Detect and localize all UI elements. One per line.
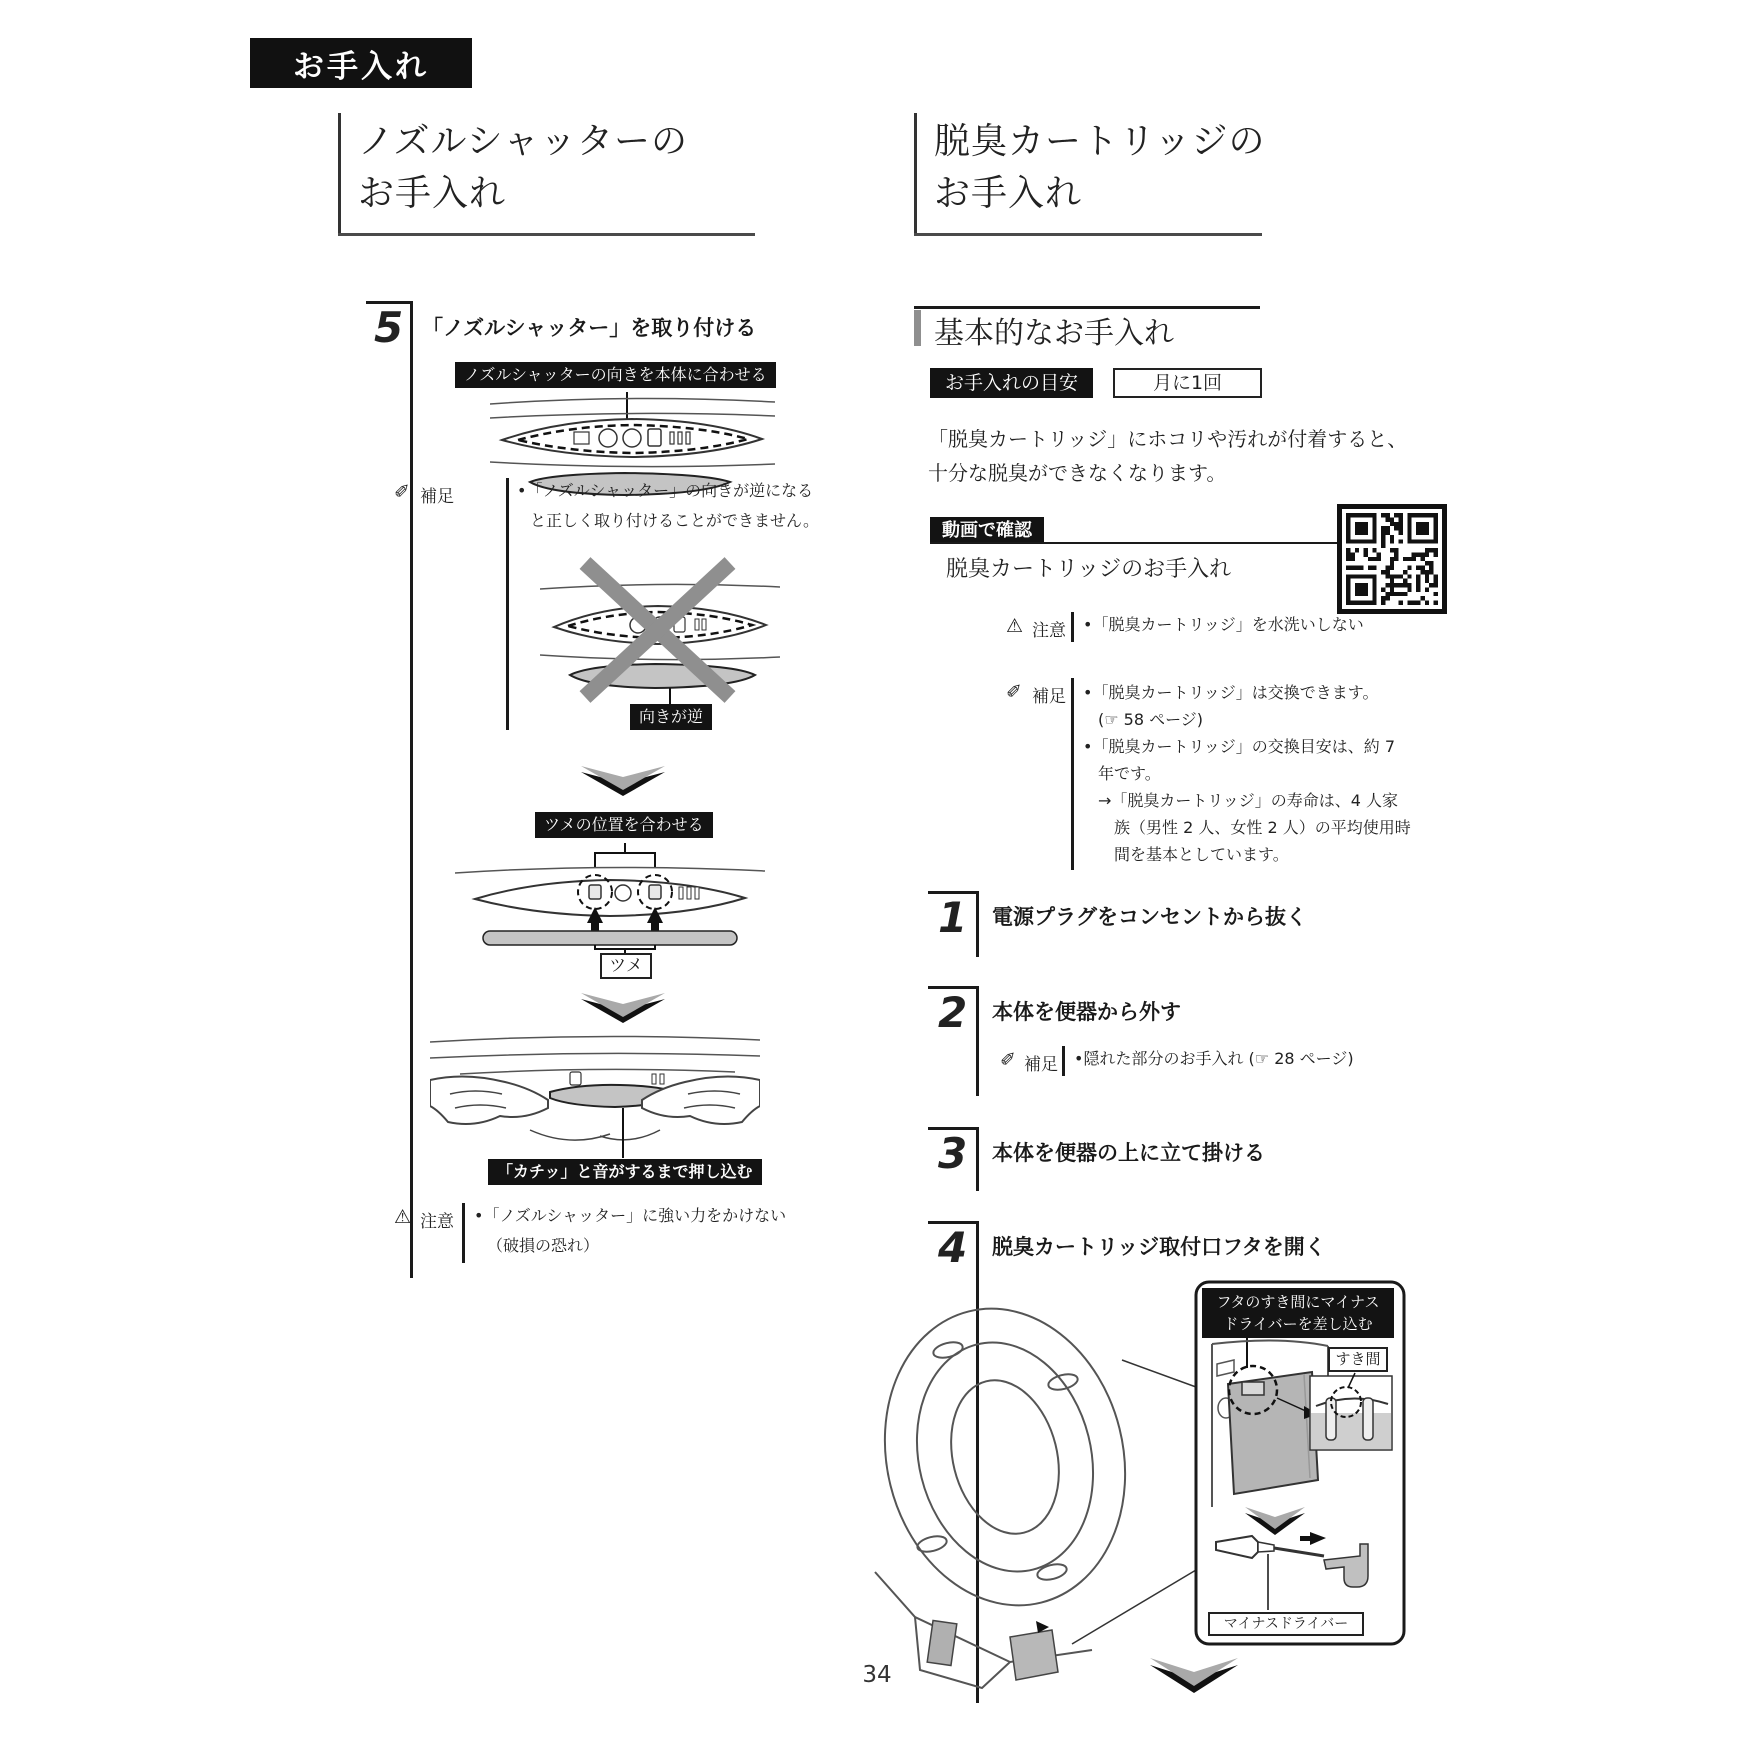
hosoku-line: 間を基本としています。 bbox=[1114, 845, 1289, 864]
down-arrow-icon bbox=[578, 991, 668, 1025]
left-heading-line1: ノズルシャッターの bbox=[358, 121, 688, 162]
right-heading-line1: 脱臭カートリッジの bbox=[934, 121, 1266, 162]
callout-line1: フタのすき間にマイナス bbox=[1216, 1293, 1380, 1311]
hosoku-line: →「脱臭カートリッジ」の寿命は、4 人家 bbox=[1098, 791, 1399, 810]
insert-driver-callout bbox=[1202, 1288, 1394, 1338]
hosoku-bar bbox=[506, 478, 509, 730]
pencil-icon: ✐ bbox=[1006, 681, 1022, 703]
step5-number: 5 bbox=[374, 303, 404, 352]
open-cartridge-cover-illustration bbox=[860, 1272, 1420, 1712]
push-shutter-hands-illustration bbox=[430, 1028, 760, 1158]
section-title: 基本的なお手入れ bbox=[934, 316, 1174, 351]
step4-number: 4 bbox=[938, 1223, 968, 1272]
hosoku-label: 補足 bbox=[1032, 687, 1066, 707]
claw-align-label: ツメの位置を合わせる bbox=[535, 812, 713, 838]
callout-line2: ドライバーを差し込む bbox=[1223, 1315, 1373, 1333]
step1-number: 1 bbox=[938, 893, 968, 942]
step3-title: 本体を便器の上に立て掛ける bbox=[992, 1141, 1265, 1165]
reverse-direction-label: 向きが逆 bbox=[630, 704, 712, 730]
qr-code bbox=[1337, 504, 1447, 614]
chui-bar bbox=[1071, 612, 1074, 642]
section-bar bbox=[914, 310, 921, 346]
step1-title: 電源プラグをコンセントから抜く bbox=[992, 905, 1307, 929]
push-until-click-label: 「カチッ」と音がするまで押し込む bbox=[488, 1159, 762, 1185]
gap-label: すき間 bbox=[1328, 1347, 1388, 1372]
hosoku-line: •「脱臭カートリッジ」は交換できます。 bbox=[1083, 683, 1379, 702]
step1-rule bbox=[976, 891, 979, 957]
right-heading-bar bbox=[914, 113, 917, 235]
align-direction-label: ノズルシャッターの向きを本体に合わせる bbox=[455, 362, 776, 388]
warning-icon: ⚠ bbox=[1006, 615, 1024, 637]
claw-position-illustration bbox=[455, 843, 765, 953]
hosoku-line: •「脱臭カートリッジ」の交換目安は、約 7 bbox=[1083, 737, 1396, 756]
chui-text: •「脱臭カートリッジ」を水洗いしない bbox=[1083, 615, 1364, 634]
hosoku-text-line2: と正しく取り付けることができません。 bbox=[530, 511, 819, 530]
warning-icon: ⚠ bbox=[394, 1206, 412, 1228]
step2-note-bar bbox=[1062, 1046, 1065, 1076]
nozzle-shutter-wrong-illustration bbox=[540, 555, 780, 705]
step2-number: 2 bbox=[938, 988, 968, 1037]
hosoku-line: 年です。 bbox=[1098, 764, 1161, 783]
step2-note-text: •隠れた部分のお手入れ (☞ 28 ページ) bbox=[1074, 1049, 1354, 1068]
left-heading-line2: お手入れ bbox=[358, 173, 507, 214]
step2-title: 本体を便器から外す bbox=[992, 1000, 1181, 1024]
step3-number: 3 bbox=[938, 1129, 968, 1178]
hosoku-label: 補足 bbox=[420, 487, 454, 507]
care-frequency-value: 月に1回 bbox=[1113, 368, 1262, 398]
section-tag: お手入れ bbox=[250, 38, 472, 88]
down-arrow-icon bbox=[1146, 1656, 1242, 1696]
hosoku-line: 族（男性 2 人、女性 2 人）の平均使用時 bbox=[1114, 818, 1411, 837]
pencil-icon: ✐ bbox=[1000, 1049, 1016, 1071]
chui-text-line2: （破損の恐れ） bbox=[487, 1236, 600, 1255]
page-number: 34 bbox=[862, 1662, 892, 1688]
down-arrow-icon bbox=[578, 764, 668, 798]
hosoku-text-block bbox=[1083, 679, 1411, 868]
video-caption: 脱臭カートリッジのお手入れ bbox=[946, 557, 1232, 582]
chui-label: 注意 bbox=[420, 1212, 454, 1232]
right-heading-line2: お手入れ bbox=[934, 173, 1083, 214]
step3-rule bbox=[976, 1127, 979, 1191]
pencil-icon: ✐ bbox=[394, 481, 410, 503]
hosoku-bar bbox=[1071, 678, 1074, 870]
flathead-screwdriver-label: マイナスドライバー bbox=[1208, 1612, 1364, 1636]
step4-title: 脱臭カートリッジ取付口フタを開く bbox=[992, 1235, 1326, 1259]
video-check-label: 動画で確認 bbox=[930, 517, 1044, 544]
care-guide-label: お手入れの目安 bbox=[930, 368, 1093, 398]
hosoku-line: (☞ 58 ページ) bbox=[1098, 710, 1204, 729]
chui-text-line1: •「ノズルシャッター」に強い力をかけない bbox=[474, 1206, 787, 1225]
step5-title: 「ノズルシャッター」を取り付ける bbox=[422, 316, 757, 340]
intro-line2: 十分な脱臭ができなくなります。 bbox=[928, 461, 1227, 485]
intro-line1: 「脱臭カートリッジ」にホコリや汚れが付着すると、 bbox=[928, 427, 1408, 451]
right-heading-underline bbox=[914, 233, 1262, 236]
claw-label: ツメ bbox=[600, 953, 652, 979]
chui-bar bbox=[462, 1203, 465, 1263]
left-heading-underline bbox=[338, 233, 755, 236]
step5-rule bbox=[410, 301, 413, 1278]
video-check-line bbox=[930, 542, 1337, 544]
chui-label: 注意 bbox=[1032, 621, 1066, 641]
hosoku-text-line1: •「ノズルシャッター」の向きが逆になる bbox=[517, 481, 814, 500]
left-heading-bar bbox=[338, 113, 341, 235]
step2-note-label: 補足 bbox=[1024, 1055, 1058, 1075]
step2-rule bbox=[976, 986, 979, 1096]
